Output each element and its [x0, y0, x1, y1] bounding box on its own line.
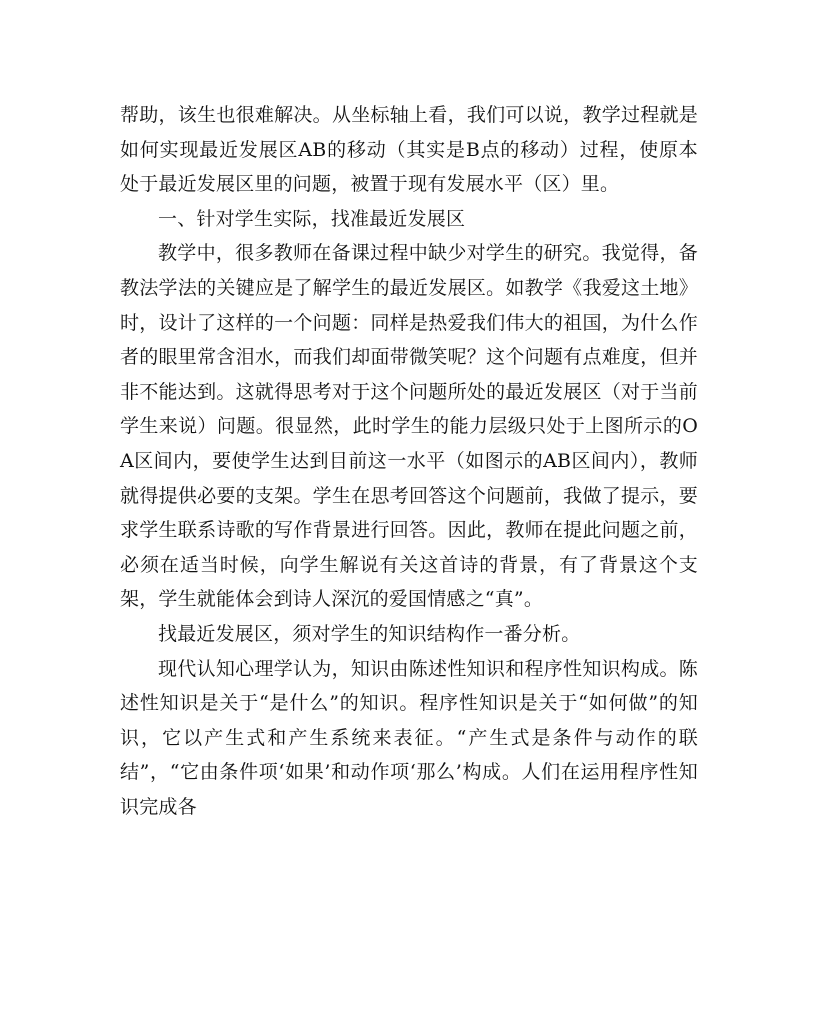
paragraph: 现代认知心理学认为，知识由陈述性知识和程序性知识构成。陈述性知识是关于“是什么”的知识。程序性知识是关于“如何做”的知识，它以产生式和产生系统来表征。“产生式是条件与动作的联结”，“它由条件项‘如果’和动作项‘那么’构成。人们在运用程序性知识完成各: [120, 657, 698, 818]
body-text: [120, 98, 698, 824]
section-heading: 一、针对学生实际，找准最近发展区: [158, 207, 466, 230]
paragraph: 教学中，很多教师在备课过程中缺少对学生的研究。我觉得，备教法学法的关键应是了解学生的最近发展区。如教学《我爱这土地》时，设计了这样的一个问题：同样是热爱我们伟大的祖国，为什么作者的眼里常含泪水，而我们却面带微笑呢？这个问题有点难度，但并非不能达到。这就得思考对于这个问题所处的最近发展区（对于当前学生来说）问题。很显然，此时学生的能力层级只处于上图所示的OA区间内，要使学生达到目前这一水平（如图示的AB区间内），教师就得提供必要的支架。学生在思考回答这个问题前，我做了提示，要求学生联系诗歌的写作背景进行回答。因此，教师在提此问题之前，必须在适当时候，向学生解说有关这首诗的背景，有了背景这个支架，学生就能体会到诗人深沉的爱国情感之“真”。: [120, 242, 698, 611]
paragraph: 找最近发展区，须对学生的知识结构作一番分析。: [158, 622, 581, 645]
paragraph-continuation: 帮助，该生也很难解决。从坐标轴上看，我们可以说，教学过程就是如何实现最近发展区AB的移动（其实是B点的移动）过程，使原本处于最近发展区里的问题，被置于现有发展水平（区）里。: [120, 104, 698, 196]
